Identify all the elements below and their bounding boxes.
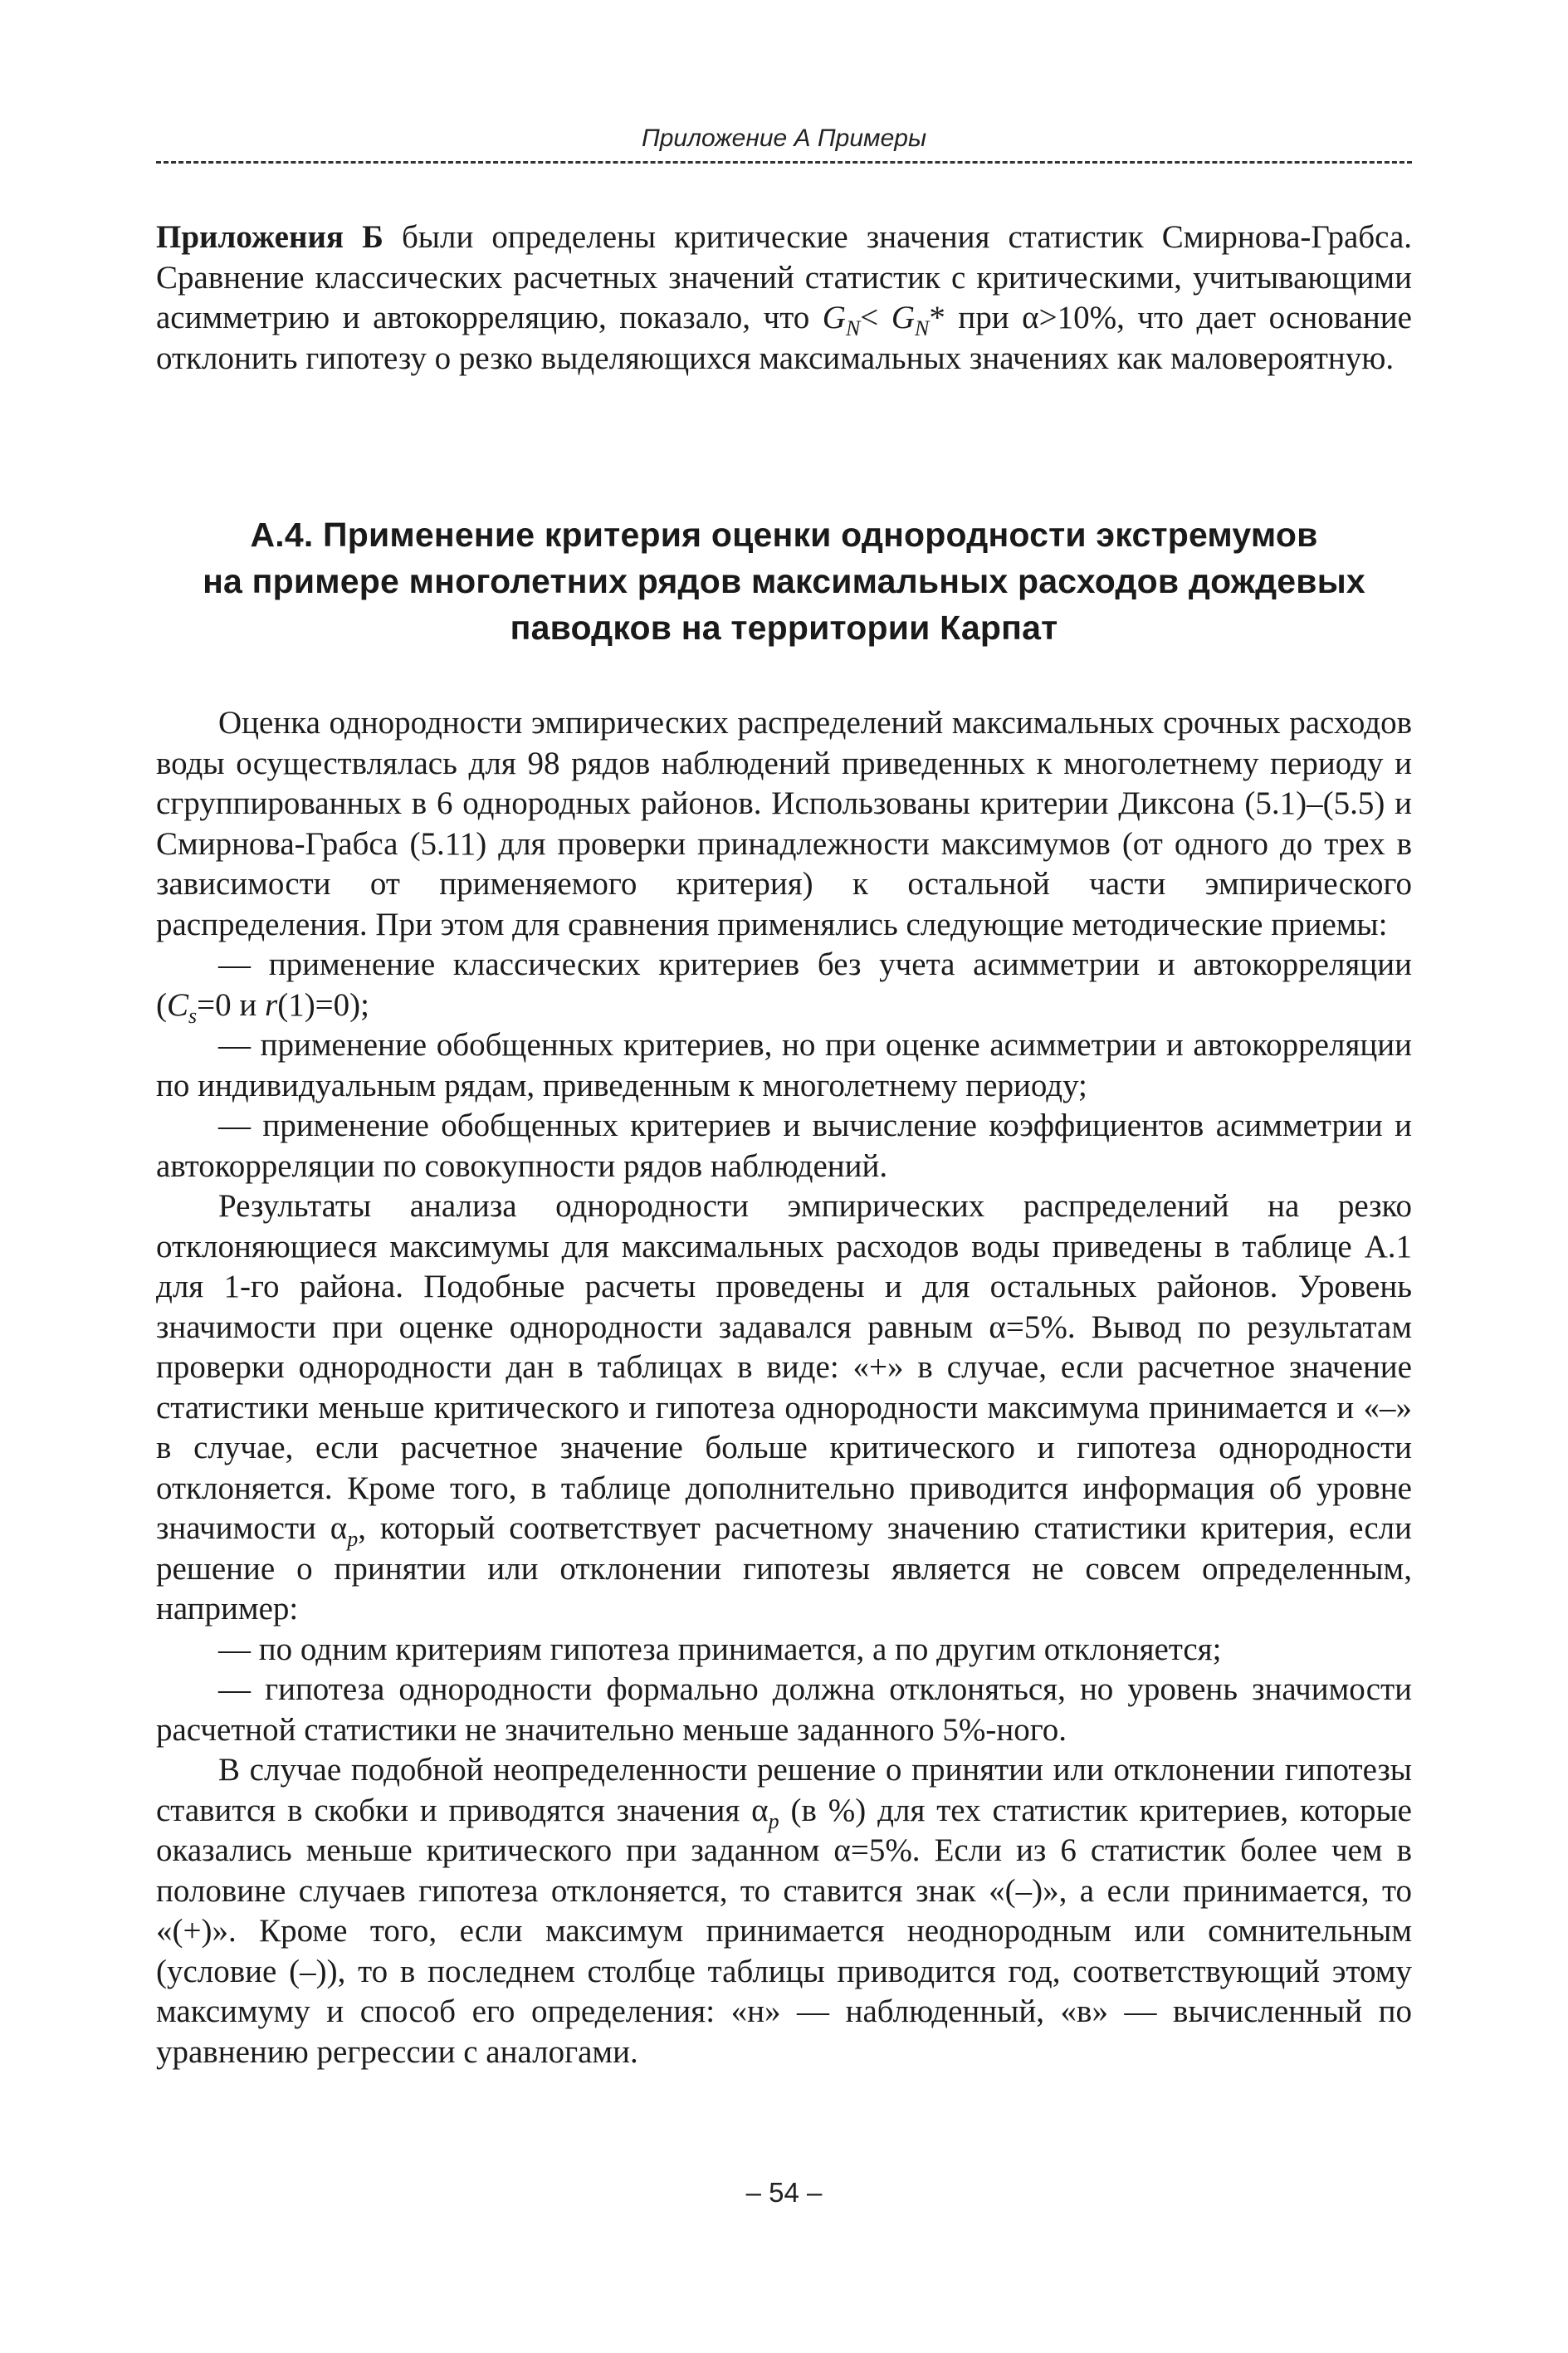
bullet-1-text: — применение классических критериев без учета асимметрии и автокорреляции ( <box>156 947 1412 1023</box>
bullet-2: — применение обобщенных критериев, но при оценке асимметрии и автокорреляции по индивидуальным рядам, приведенным к многолетнему периоду; <box>156 1027 1412 1103</box>
paragraph-1: Оценка однородности эмпирических распределений максимальных срочных расходов воды осуществлялась для 98 рядов наблюдений приведенных к многолетнему периоду и сгруппированных в 6 однородных районов. Использованы критерии Диксона (5.1)–(5.5) и Смирнова-Грабса (5.11) для проверки принадлежности максимумов (от одного до трех в зависимости от применяемого критерия) к остальной части эмпирического распределения. При этом для сравнения применялись следующие методические приемы: <box>156 705 1412 942</box>
section-title-line-2: на примере многолетних рядов максимальных расходов дождевых <box>203 562 1365 600</box>
bullet-1-end: (1)=0); <box>277 986 369 1023</box>
section-title <box>156 511 1412 651</box>
paragraph-2 <box>156 1186 1412 1630</box>
paragraph-3 <box>156 1750 1412 2072</box>
intro-text-1: были определены критические значения статистик Смирнова-Грабса. Сравнение классических расчетных значений статистик с критическими, учитывающими асимметрию и автокорреляцию, показало, что <box>156 219 1413 335</box>
paragraph-3-text: В случае подобной неопределенности решение о принятии или отклонении гипотезы ставится в скобки и приводятся значения α <box>156 1752 1412 1828</box>
bullet-4: — по одним критериям гипотеза принимается, а по другим отклоняется; <box>218 1631 1222 1667</box>
section-title-line-3: паводков на территории Карпат <box>510 609 1058 647</box>
page-number: – 54 – <box>745 2177 823 2208</box>
p-subscript-2: p <box>768 1808 779 1833</box>
bullet-1-mid: =0 и <box>197 986 266 1023</box>
c-symbol: C <box>167 986 189 1023</box>
paragraph-2-end: , который соответствует расчетному значению статистики критерия, если решение о принятии или отклонении гипотезы является не совсем определенным, например: <box>156 1510 1412 1627</box>
section-title-line-1: А.4. Применение критерия оценки однородности экстремумов <box>250 516 1318 554</box>
intro-bold-lead: Приложения Б <box>156 219 383 255</box>
intro-block <box>156 218 1412 379</box>
header-rule <box>156 161 1412 164</box>
g-symbol: G <box>822 300 846 335</box>
bullet-3: — применение обобщенных критериев и вычисление коэффициентов асимметрии и автокорреляции по совокупности рядов наблюдений. <box>156 1108 1412 1184</box>
n-subscript: N <box>845 316 861 340</box>
g-symbol-2: G <box>891 300 915 335</box>
intro-text-2: при α>10%, что дает основание отклонить гипотезу о резко выделяющихся максимальных значениях как маловероятную. <box>156 300 1412 376</box>
star: * <box>929 300 945 335</box>
p-subscript: p <box>347 1526 359 1551</box>
bullet-1 <box>156 945 1412 1028</box>
paragraph-3-end: (в %) для тех статистик критериев, которые оказались меньше критического при заданном α=5%. Если из 6 статистик более чем в половине случаев гипотеза отклоняется, то ставится знак «(–)», а если принимается, то «(+)». Кроме того, если максимум принимается неоднородным или сомнительным (условие (–)), то в последнем столбце таблицы приводится год, соответствующий этому максимуму и способ его определения: «н» — наблюденный, «в» — вычисленный по уравнению регрессии с аналогами. <box>156 1792 1412 2070</box>
n-subscript-2: N <box>915 316 930 340</box>
running-head: Приложение А Примеры <box>641 125 927 152</box>
main-text <box>156 703 1412 2072</box>
bullet-5: — гипотеза однородности формально должна отклоняться, но уровень значимости расчетной статистики не значительно меньше заданного 5%-ного. <box>156 1671 1412 1748</box>
less-than: < <box>860 300 891 335</box>
intro-paragraph <box>156 218 1412 379</box>
r-symbol: r <box>265 986 278 1023</box>
paragraph-2-text: Результаты анализа однородности эмпирических распределений на резко отклоняющиеся максимумы для максимальных расходов воды приведены в таблице А.1 для 1-го района. Подобные расчеты проведены и для остальных районов. Уровень значимости при оценке однородности задавался равным α=5%. Вывод по результатам проверки однородности дан в таблицах в виде: «+» в случае, если расчетное значение статистики меньше критического и гипотеза однородности максимума принимается и «–» в случае, если расчетное значение больше критического и гипотеза однородности отклоняется. Кроме того, в таблице дополнительно приводится информация об уровне значимости α <box>156 1188 1412 1546</box>
s-subscript: s <box>188 1003 198 1028</box>
